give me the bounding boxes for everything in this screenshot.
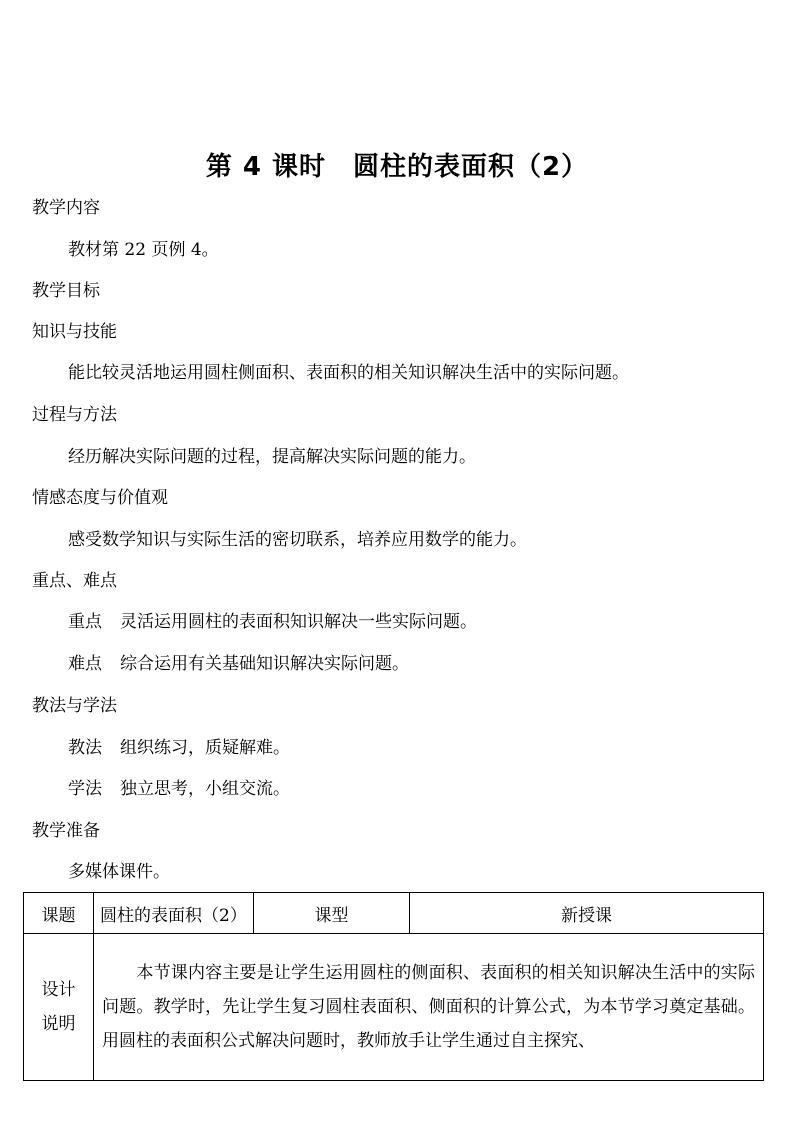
learn-text: 独立思考，小组交流。 xyxy=(120,779,290,799)
content-heading: 教学内容 xyxy=(32,198,100,218)
methods-heading: 教法与学法 xyxy=(32,696,117,716)
prep-heading: 教学准备 xyxy=(32,821,100,841)
key-heading: 重点、难点 xyxy=(32,571,117,591)
key-label: 重点 xyxy=(68,612,102,632)
table-row xyxy=(24,893,764,934)
process-text: 经历解决实际问题的过程，提高解决实际问题的能力。 xyxy=(68,447,476,467)
type-value-cell: 新授课 xyxy=(410,893,764,934)
teach-label: 教法 xyxy=(68,738,102,758)
prep-text: 多媒体课件。 xyxy=(68,862,170,882)
design-text-cell: 本节课内容主要是让学生运用圆柱的侧面积、表面积的相关知识解决生活中的实际问题。教学时，先让学生复习圆柱表面积、侧面积的计算公式，为本节学习奠定基础。用圆柱的表面积公式解决问题时，教师放手让学生通过自主探究、 xyxy=(94,934,764,1081)
difficult-text: 综合运用有关基础知识解决实际问题。 xyxy=(120,654,409,674)
emotion-text: 感受数学知识与实际生活的密切联系，培养应用数学的能力。 xyxy=(68,530,527,550)
knowledge-heading: 知识与技能 xyxy=(32,322,117,342)
emotion-heading: 情感态度与价值观 xyxy=(32,488,168,508)
difficult-point-line xyxy=(68,652,409,676)
table-row xyxy=(24,934,764,1081)
page-title: 第 4 课时 圆柱的表面积（2） xyxy=(205,152,589,182)
design-label-line-2: 说明 xyxy=(41,1014,76,1034)
goals-heading: 教学目标 xyxy=(32,281,100,301)
type-label-cell: 课型 xyxy=(254,893,410,934)
learn-method-line xyxy=(68,777,290,801)
knowledge-text: 能比较灵活地运用圆柱侧面积、表面积的相关知识解决生活中的实际问题。 xyxy=(68,363,629,383)
design-label-cell xyxy=(24,934,94,1081)
teach-text: 组织练习，质疑解难。 xyxy=(120,738,290,758)
content-text: 教材第 22 页例 4。 xyxy=(68,240,219,260)
topic-value-cell: 圆柱的表面积（2） xyxy=(94,893,254,934)
key-point-line xyxy=(68,610,477,634)
learn-label: 学法 xyxy=(68,779,102,799)
teach-method-line xyxy=(68,736,290,760)
design-label-line-1: 设计 xyxy=(41,980,76,1000)
lesson-info-table xyxy=(23,892,764,1081)
process-heading: 过程与方法 xyxy=(32,405,117,425)
difficult-label: 难点 xyxy=(68,654,102,674)
key-text: 灵活运用圆柱的表面积知识解决一些实际问题。 xyxy=(120,612,477,632)
topic-label-cell: 课题 xyxy=(24,893,94,934)
